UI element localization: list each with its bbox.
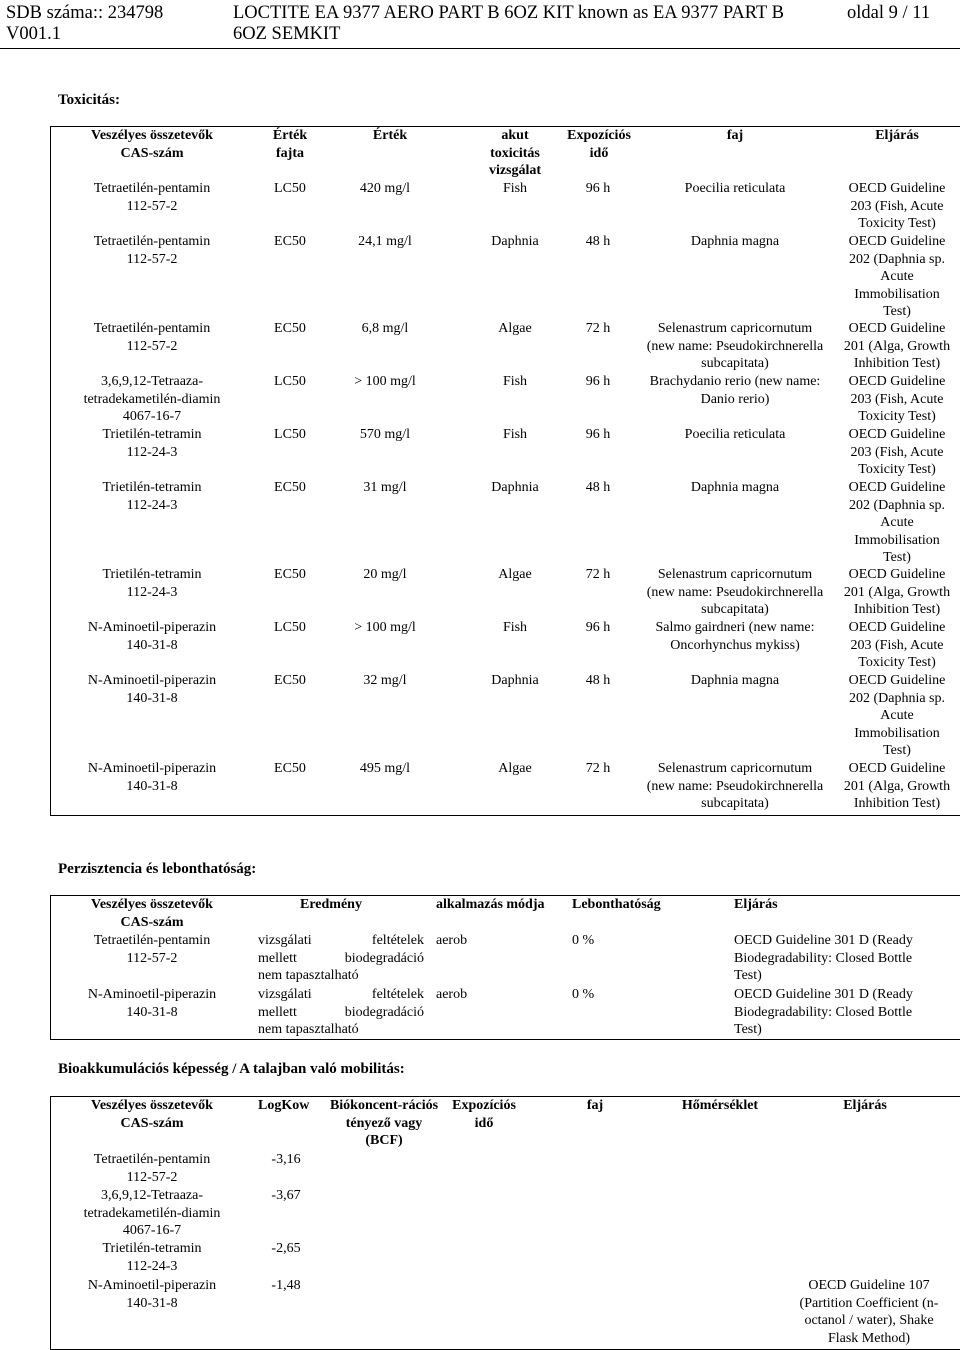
header-acute-test: toxicitás [490,145,540,161]
sds-number: SDB száma:: 234798 [6,3,164,23]
table-cell-species: subcapitata) [701,602,769,618]
table-cell-component: 4067-16-7 [122,409,182,425]
table-cell-component: Trietilén-tetramin [102,427,202,442]
header-bcf: Biókoncent-rációs [329,1098,439,1113]
table-cell-test: Daphnia [491,234,539,249]
table-cell-component: N-Aminoetil-piperazin [87,987,217,1002]
table-cell-component: N-Aminoetil-piperazin [87,620,217,635]
header-component: CAS-szám [120,145,184,161]
table-cell-exposure: 96 h [585,181,611,196]
header-component: CAS-szám [120,1115,184,1131]
table-cell-species: Salmo gairdneri (new name: [655,620,815,635]
header-logkow: LogKow [258,1098,310,1113]
table-cell-value-type: EC50 [274,480,306,495]
table-cell-method: 201 (Alga, Growth [843,584,951,600]
table-cell-method: Test) [883,304,911,320]
table-cell-value-type: EC50 [274,321,306,336]
table-cell-result: vizsgálati feltételek [258,987,424,1002]
table-cell-method: Toxicity Test) [858,216,936,232]
table-cell-method: OECD Guideline [848,181,946,196]
table-cell-component: 112-24-3 [126,444,178,460]
table-cell-component: 112-57-2 [126,251,178,267]
table-cell-method: Inhibition Test) [853,602,941,618]
table-cell-method: Acute [880,515,914,531]
header-acute-test: akut [501,128,529,143]
table-cell-value: 20 mg/l [363,567,407,582]
table-cell-logkow: -3,67 [271,1188,301,1203]
table-cell-value: 570 mg/l [359,427,411,442]
table-cell-test: Algae [498,567,532,582]
table-cell-species: Oncorhynchus mykiss) [670,637,800,653]
table-cell-method: Test) [734,1022,762,1038]
table-cell-component: Tetraetilén-pentamin [93,933,211,948]
header-value-type: Érték [272,128,308,143]
table-cell-value-type: LC50 [274,427,306,442]
table-cell-component: 112-57-2 [126,950,178,966]
header-exposure: idő [589,145,609,161]
table-cell-method: (Partition Coefficient (n- [799,1295,939,1311]
table-cell-species: Daphnia magna [690,234,780,249]
table-cell-test: Daphnia [491,480,539,495]
table-cell-component: 112-57-2 [126,198,178,214]
table-cell-test: Fish [502,427,528,442]
header-component: Veszélyes összetevők [91,128,213,143]
table-cell-method: 201 (Alga, Growth [843,778,951,794]
table-cell-result: mellett biodegradáció [258,1004,424,1020]
table-cell-value: 32 mg/l [363,673,407,688]
table-cell-component: 140-31-8 [126,637,178,653]
table-cell-value: 24,1 mg/l [358,234,412,249]
table-cell-method: 203 (Fish, Acute [850,444,944,460]
table-cell-method: OECD Guideline [848,620,946,635]
table-cell-species: Danio rerio) [700,391,770,407]
header-component: Veszélyes összetevők [91,1098,213,1113]
table-cell-component: 140-31-8 [126,1004,178,1020]
table-cell-method: Biodegradability: Closed Bottle [734,1004,913,1020]
header-method: Eljárás [843,1098,887,1113]
page-number: oldal 9 / 11 [847,3,931,23]
product-name-line2: 6OZ SEMKIT [233,24,341,44]
table-cell-value-type: EC50 [274,761,306,776]
table-cell-method: OECD Guideline 301 D (Ready [734,933,913,948]
header-result: Eredmény [300,897,362,912]
table-cell-species: Poecilia reticulata [684,181,786,196]
table-cell-exposure: 96 h [585,374,611,389]
table-cell-method: Toxicity Test) [858,655,936,671]
header-component: CAS-szám [120,914,184,930]
toxicity-title: Toxicitás: [58,92,120,108]
persistence-title: Perzisztencia és lebonthatóság: [58,861,257,877]
table-cell-result: vizsgálati feltételek [258,933,424,948]
table-cell-degradability: 0 % [572,933,595,948]
table-cell-component: 112-24-3 [126,584,178,600]
table-cell-method: Immobilisation [854,286,940,302]
table-cell-method: Test) [883,743,911,759]
table-cell-component: Tetraetilén-pentamin [93,321,211,336]
table-cell-species: Selenastrum capricornutum [657,761,813,776]
table-cell-method: OECD Guideline [848,374,946,389]
header-species: faj [586,1098,604,1113]
table-cell-component: 140-31-8 [126,778,178,794]
table-cell-component: Tetraetilén-pentamin [93,234,211,249]
table-cell-method: OECD Guideline [848,321,946,336]
table-cell-method: OECD Guideline 301 D (Ready [734,987,913,1002]
table-cell-component: Tetraetilén-pentamin [93,181,211,196]
table-cell-value: > 100 mg/l [354,620,416,635]
table-cell-method: Flask Method) [827,1330,911,1346]
table-cell-method: Test) [883,550,911,566]
table-cell-method: OECD Guideline [848,567,946,582]
table-cell-value-type: EC50 [274,234,306,249]
table-cell-component: Trietilén-tetramin [102,1241,202,1256]
table-cell-method: 203 (Fish, Acute [850,391,944,407]
table-cell-exposure: 72 h [585,567,611,582]
table-cell-component: N-Aminoetil-piperazin [87,761,217,776]
table-cell-method: OECD Guideline [848,427,946,442]
table-cell-exposure: 72 h [585,321,611,336]
header-bcf: tényező vagy [345,1115,423,1131]
table-cell-species: Daphnia magna [690,480,780,495]
table-cell-method: Acute [880,708,914,724]
header-exposure: idő [474,1115,494,1131]
table-cell-exposure: 96 h [585,427,611,442]
table-cell-exposure: 48 h [585,480,611,495]
table-cell-method: Immobilisation [854,532,940,548]
table-cell-value: 495 mg/l [359,761,411,776]
version: V001.1 [6,24,61,44]
table-cell-method: 202 (Daphnia sp. [848,251,946,267]
table-cell-component: N-Aminoetil-piperazin [87,1278,217,1293]
header-component: Veszélyes összetevők [91,897,213,912]
table-cell-logkow: -2,65 [271,1241,301,1256]
table-cell-method: OECD Guideline [848,234,946,249]
table-cell-component: Tetraetilén-pentamin [93,1152,211,1167]
header-degradability: Lebonthatóság [572,897,661,912]
table-cell-method: 203 (Fish, Acute [850,198,944,214]
table-cell-test: Algae [498,761,532,776]
table-cell-value: 6,8 mg/l [361,321,409,336]
table-cell-method: Inhibition Test) [853,356,941,372]
table-cell-species: subcapitata) [701,356,769,372]
table-cell-component: 140-31-8 [126,690,178,706]
table-cell-value-type: LC50 [274,181,306,196]
table-cell-component: 140-31-8 [126,1295,178,1311]
header-method: Eljárás [734,897,778,912]
table-cell-method: Toxicity Test) [858,462,936,478]
table-cell-species: (new name: Pseudokirchnerella [646,338,824,354]
table-cell-species: Brachydanio rerio (new name: [649,374,821,389]
table-cell-value-type: LC50 [274,620,306,635]
table-cell-component: 112-57-2 [126,338,178,354]
table-cell-method: 201 (Alga, Growth [843,338,951,354]
table-cell-component: 3,6,9,12-Tetraaza- [100,1188,204,1203]
table-cell-method: OECD Guideline [848,673,946,688]
table-cell-species: Poecilia reticulata [684,427,786,442]
table-cell-exposure: 72 h [585,761,611,776]
table-cell-component: Trietilén-tetramin [102,567,202,582]
table-cell-component: 4067-16-7 [122,1223,182,1239]
table-cell-method: 202 (Daphnia sp. [848,497,946,513]
table-cell-mode: aerob [436,933,468,948]
table-cell-species: (new name: Pseudokirchnerella [646,584,824,600]
table-cell-exposure: 48 h [585,234,611,249]
table-cell-component: 112-57-2 [126,1169,178,1185]
table-cell-component: 3,6,9,12-Tetraaza- [100,374,204,389]
table-cell-value: > 100 mg/l [354,374,416,389]
table-cell-component: tetradekametilén-diamin [83,391,221,407]
table-cell-degradability: 0 % [572,987,595,1002]
table-cell-species: Selenastrum capricornutum [657,321,813,336]
header-bcf: (BCF) [365,1133,403,1149]
bioaccumulation-title: Bioakkumulációs képesség / A talajban való mobilitás: [58,1061,405,1077]
table-cell-value: 420 mg/l [359,181,411,196]
table-cell-test: Algae [498,321,532,336]
table-cell-method: OECD Guideline [848,480,946,495]
table-cell-method: Acute [880,269,914,285]
table-cell-species: Daphnia magna [690,673,780,688]
table-cell-test: Daphnia [491,673,539,688]
table-cell-component: Trietilén-tetramin [102,480,202,495]
table-cell-component: N-Aminoetil-piperazin [87,673,217,688]
table-cell-value-type: EC50 [274,567,306,582]
table-cell-test: Fish [502,181,528,196]
header-temperature: Hőmérséklet [681,1098,759,1113]
header-value-type: fajta [276,145,304,161]
table-cell-value: 31 mg/l [363,480,407,495]
header-species: faj [726,128,744,143]
table-cell-logkow: -3,16 [271,1152,301,1167]
table-cell-method: OECD Guideline [848,761,946,776]
product-name-line1: LOCTITE EA 9377 AERO PART B 6OZ KIT known as EA 9377 PART B [233,3,784,23]
table-cell-method: octanol / water), Shake [804,1313,934,1329]
table-cell-exposure: 48 h [585,673,611,688]
toxicity-table [50,126,960,816]
table-cell-test: Fish [502,374,528,389]
table-cell-result: mellett biodegradáció [258,950,424,966]
header-acute-test: vizsgálat [488,163,542,179]
header-method: Eljárás [875,128,919,143]
table-cell-logkow: -1,48 [271,1278,301,1293]
table-cell-method: Toxicity Test) [858,409,936,425]
table-cell-result: nem tapasztalható [258,968,359,984]
table-cell-test: Fish [502,620,528,635]
table-cell-exposure: 96 h [585,620,611,635]
header-mode: alkalmazás módja [436,897,545,912]
table-cell-method: Immobilisation [854,725,940,741]
header-divider [0,48,960,49]
table-cell-method: 203 (Fish, Acute [850,637,944,653]
table-cell-method: OECD Guideline 107 [808,1278,930,1293]
table-cell-mode: aerob [436,987,468,1002]
header-exposure: Expozíciós [567,128,631,143]
table-cell-method: Test) [734,968,762,984]
table-cell-method: Biodegradability: Closed Bottle [734,950,913,966]
table-cell-species: subcapitata) [701,796,769,812]
table-cell-species: (new name: Pseudokirchnerella [646,778,824,794]
table-cell-value-type: LC50 [274,374,306,389]
table-cell-species: Selenastrum capricornutum [657,567,813,582]
table-cell-method: 202 (Daphnia sp. [848,690,946,706]
table-cell-method: Inhibition Test) [853,796,941,812]
table-cell-component: tetradekametilén-diamin [83,1205,221,1221]
table-cell-result: nem tapasztalható [258,1022,359,1038]
table-cell-component: 112-24-3 [126,497,178,513]
table-cell-component: 112-24-3 [126,1258,178,1274]
header-exposure: Expozíciós [452,1098,516,1113]
table-cell-value-type: EC50 [274,673,306,688]
header-value: Érték [372,128,408,143]
